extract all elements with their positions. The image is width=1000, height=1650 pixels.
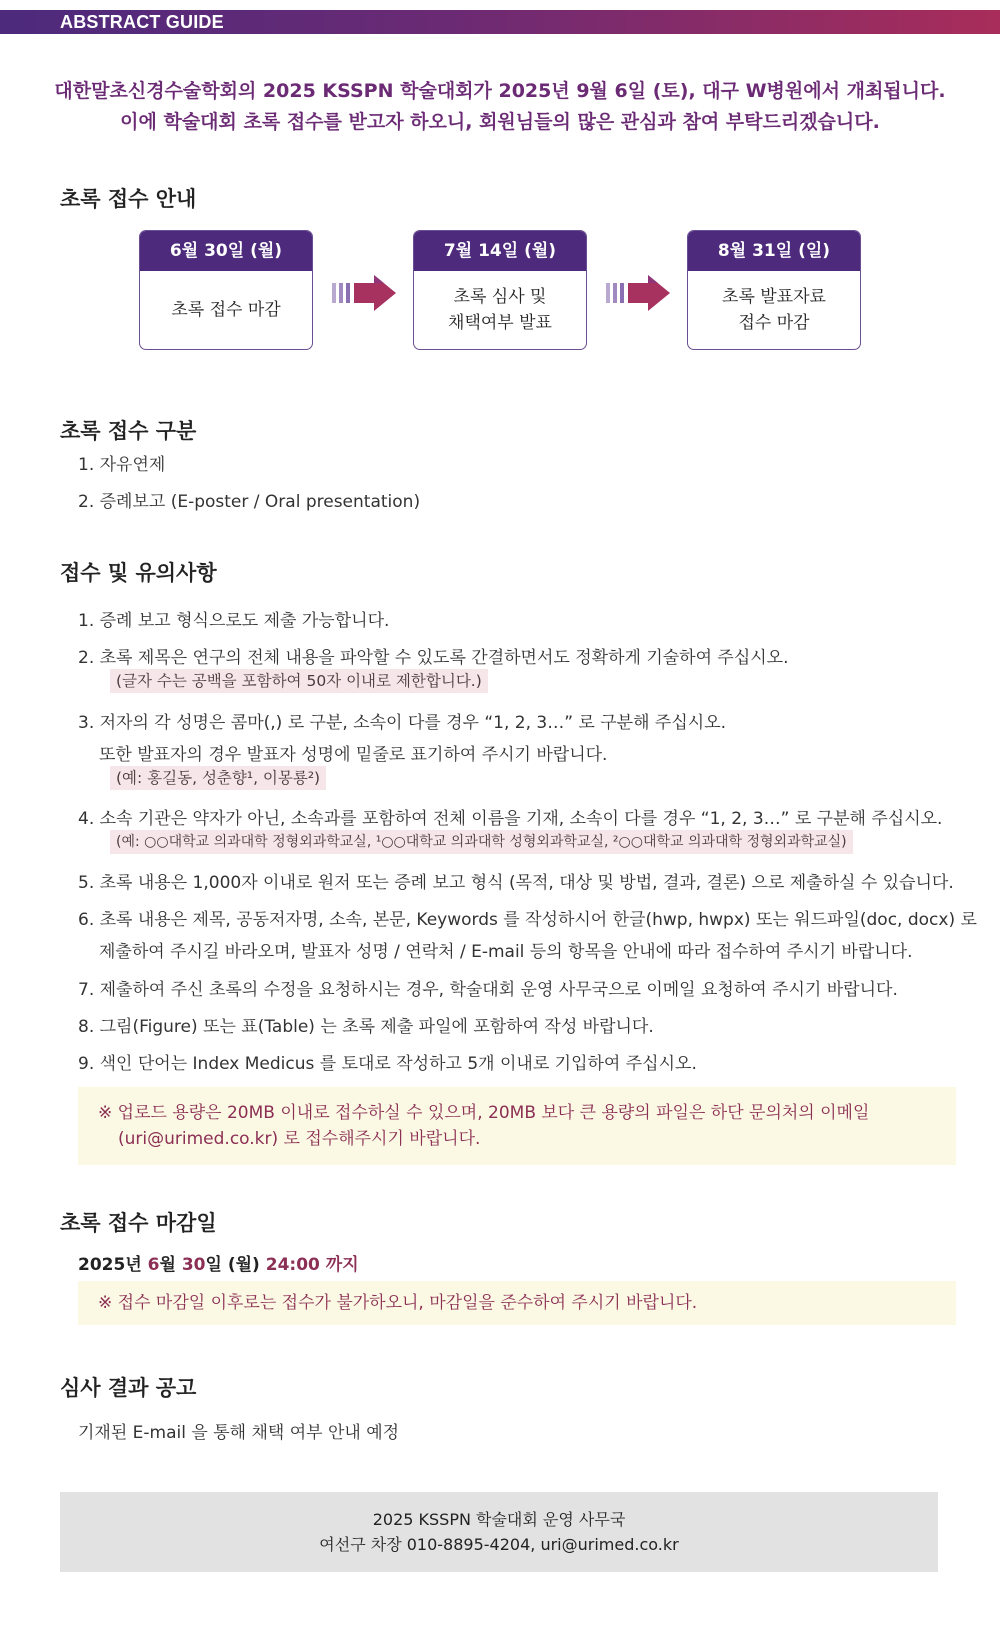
deadline-date: [78, 1250, 359, 1275]
result-title: 심사 결과 공고: [60, 1376, 197, 1400]
footer-line-2: 여선구 차장 010-8895-4204, uri@urimed.co.kr: [319, 1535, 679, 1554]
next-arrow-icon: [332, 273, 398, 313]
note-highlight: (예: 홍길동, 성춘향¹, 이몽룡²): [110, 766, 326, 790]
schedule-step-body: [414, 271, 586, 349]
list-item: 또한 발표자의 경우 발표자 성명에 밑줄로 표기하여 주시기 바랍니다.: [99, 745, 608, 765]
schedule-step-1: [139, 230, 313, 350]
schedule-title: 초록 접수 안내: [60, 187, 197, 211]
deadline-day-unit: 일 (월): [205, 1255, 266, 1275]
schedule-step-text: 접수 마감: [738, 313, 810, 333]
schedule-step-text: 채택여부 발표: [448, 313, 552, 333]
list-item: 2. 증례보고 (E-poster / Oral presentation): [78, 492, 421, 512]
schedule-step-body: [140, 271, 312, 349]
schedule-step-3: [687, 230, 861, 350]
deadline-month-unit: 월: [159, 1255, 182, 1275]
deadline-title: 초록 접수 마감일: [60, 1211, 217, 1235]
intro-line-1: 대한말초신경수술학회의 2025 KSSPN 학술대회가 2025년 9월 6일 (토), 대구 W병원에서 개최됩니다.: [54, 80, 946, 102]
categories-title: 초록 접수 구분: [60, 419, 197, 443]
upload-notice: [78, 1087, 956, 1165]
schedule-step-date: 7월 14일 (월): [414, 231, 586, 271]
list-item: 4. 소속 기관은 약자가 아닌, 소속과를 포함하여 전체 이름을 기재, 소속이 다를 경우 “1, 2, 3…” 로 구분해 주십시오.: [78, 809, 943, 829]
next-arrow-icon: [606, 273, 672, 313]
schedule-step-text: 초록 발표자료: [722, 287, 826, 307]
deadline-year: 2025년: [78, 1255, 148, 1275]
deadline-time: 24:00 까지: [265, 1255, 359, 1275]
list-item: 6. 초록 내용은 제목, 공동저자명, 소속, 본문, Keywords 를 작성하시어 한글(hwp, hwpx) 또는 워드파일(doc, docx) 로: [78, 910, 977, 930]
schedule-step-date: 8월 31일 (일): [688, 231, 860, 271]
list-item: 9. 색인 단어는 Index Medicus 를 토대로 작성하고 5개 이내로 기입하여 주십시오.: [78, 1054, 697, 1074]
guidelines-title: 접수 및 유의사항: [60, 561, 217, 585]
list-item: 7. 제출하여 주신 초록의 수정을 요청하시는 경우, 학술대회 운영 사무국으로 이메일 요청하여 주시기 바랍니다.: [78, 980, 898, 1000]
header-title: ABSTRACT GUIDE: [60, 12, 224, 32]
footer-line-1: 2025 KSSPN 학술대회 운영 사무국: [372, 1510, 626, 1529]
result-text: 기재된 E-mail 을 통해 채택 여부 안내 예정: [78, 1423, 400, 1443]
deadline-notice: [78, 1281, 956, 1325]
header-bar: [0, 10, 1000, 34]
schedule-step-body: [688, 271, 860, 349]
deadline-day: 30: [181, 1255, 206, 1275]
list-item: 제출하여 주시길 바라오며, 발표자 성명 / 연락처 / E-mail 등의 항목을 안내에 따라 접수하여 주시기 바랍니다.: [99, 942, 913, 962]
deadline-month: 6: [147, 1255, 160, 1275]
schedule-step-text: 초록 심사 및: [453, 287, 547, 307]
deadline-notice-text: ※ 접수 마감일 이후로는 접수가 불가하오니, 마감일을 준수하여 주시기 바랍니다.: [98, 1293, 698, 1313]
intro-text: [0, 76, 1000, 138]
note-highlight: (글자 수는 공백을 포함하여 50자 이내로 제한합니다.): [110, 669, 488, 693]
upload-notice-line-2: (uri@urimed.co.kr) 로 접수해주시기 바랍니다.: [118, 1129, 481, 1149]
list-item: 2. 초록 제목은 연구의 전체 내용을 파악할 수 있도록 간결하면서도 정확하게 기술하여 주십시오.: [78, 648, 789, 668]
note-highlight: (예: ○○대학교 의과대학 정형외과학교실, ¹○○대학교 의과대학 성형외과학교실, ²○○대학교 의과대학 정형외과학교실): [110, 830, 853, 854]
list-item: 8. 그림(Figure) 또는 표(Table) 는 초록 제출 파일에 포함하여 작성 바랍니다.: [78, 1017, 654, 1037]
schedule-step-text: 초록 접수 마감: [171, 300, 281, 320]
upload-notice-line-1: ※ 업로드 용량은 20MB 이내로 접수하실 수 있으며, 20MB 보다 큰 용량의 파일은 하단 문의처의 이메일: [98, 1103, 870, 1123]
list-item: 1. 자유연제: [78, 455, 166, 475]
list-item: 3. 저자의 각 성명은 콤마(,) 로 구분, 소속이 다를 경우 “1, 2, 3…” 로 구분해 주십시오.: [78, 713, 727, 733]
contact-footer: [60, 1492, 938, 1572]
list-item: 1. 증례 보고 형식으로도 제출 가능합니다.: [78, 611, 390, 631]
intro-line-2: 이에 학술대회 초록 접수를 받고자 하오니, 회원님들의 많은 관심과 참여 부탁드리겠습니다.: [120, 111, 880, 133]
schedule-step-date: 6월 30일 (월): [140, 231, 312, 271]
schedule-step-2: [413, 230, 587, 350]
list-item: 5. 초록 내용은 1,000자 이내로 원저 또는 증례 보고 형식 (목적, 대상 및 방법, 결과, 결론) 으로 제출하실 수 있습니다.: [78, 873, 954, 893]
